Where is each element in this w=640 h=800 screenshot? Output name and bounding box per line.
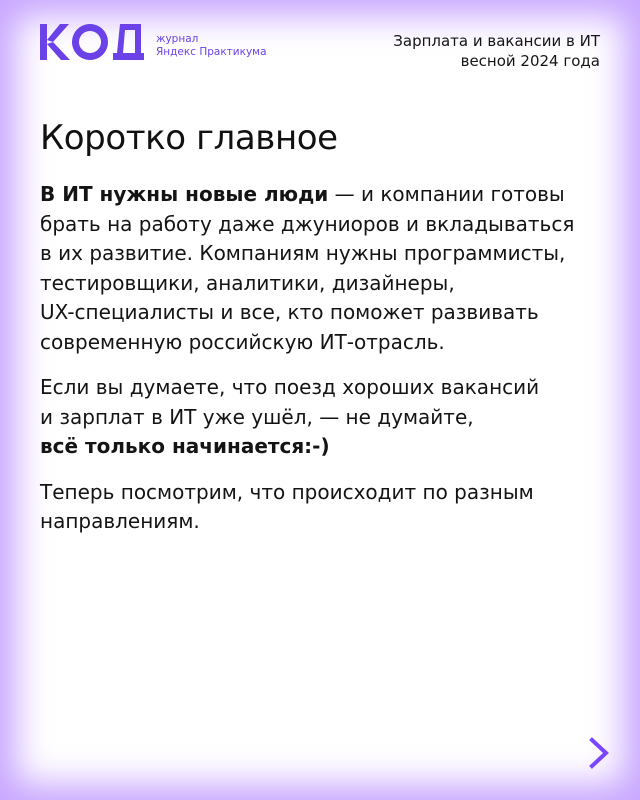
paragraph-1-line-6: современную российскую ИТ-отрасль. xyxy=(40,329,445,354)
next-slide-button[interactable] xyxy=(588,736,612,770)
paragraph-1-line-2: брать на работу даже джуниоров и вкладываться xyxy=(40,211,575,236)
logo-subtitle-line-1: журнал xyxy=(156,33,199,45)
paragraph-1 xyxy=(40,180,600,357)
main-content xyxy=(40,180,600,553)
paragraph-1-line-1 xyxy=(40,180,600,210)
chevron-right-icon xyxy=(588,736,612,770)
logo xyxy=(40,22,267,62)
paragraph-1-line-5: UX-специалисты и все, кто поможет развивать xyxy=(40,300,539,324)
logo-word xyxy=(40,22,144,62)
paragraph-3-line-1: Теперь посмотрим, что происходит по разным xyxy=(40,479,534,504)
paragraph-2-line-2: и зарплат в ИТ уже ушёл, — не думайте, xyxy=(40,404,474,429)
paragraph-1-line-1-rest: — и компании готовы xyxy=(328,182,565,206)
paragraph-1-line-3: в их развитие. Компаниям нужны программисты, xyxy=(40,241,566,265)
paragraph-2-line-3: всё только начинается:-) xyxy=(40,434,330,458)
paragraph-2 xyxy=(40,373,600,462)
logo-subtitle xyxy=(156,33,267,59)
header-caption xyxy=(360,31,600,71)
paragraph-3-line-2: направлениям. xyxy=(40,509,200,533)
header-caption-line-2: весной 2024 года xyxy=(460,52,600,70)
kod-logo-icon xyxy=(40,22,144,62)
paragraph-3 xyxy=(40,478,600,537)
header-caption-line-1: Зарплата и вакансии в ИТ xyxy=(393,32,600,50)
logo-subtitle-line-2: Яндекс Практикума xyxy=(156,46,267,58)
highlight-text: В ИТ нужны новые люди xyxy=(40,182,329,206)
page-title: Коротко главное xyxy=(40,118,338,158)
paragraph-2-line-1: Если вы думаете, что поезд хороших вакансий xyxy=(40,375,540,399)
paragraph-1-line-4: тестировщики, аналитики, дизайнеры, xyxy=(40,270,455,295)
